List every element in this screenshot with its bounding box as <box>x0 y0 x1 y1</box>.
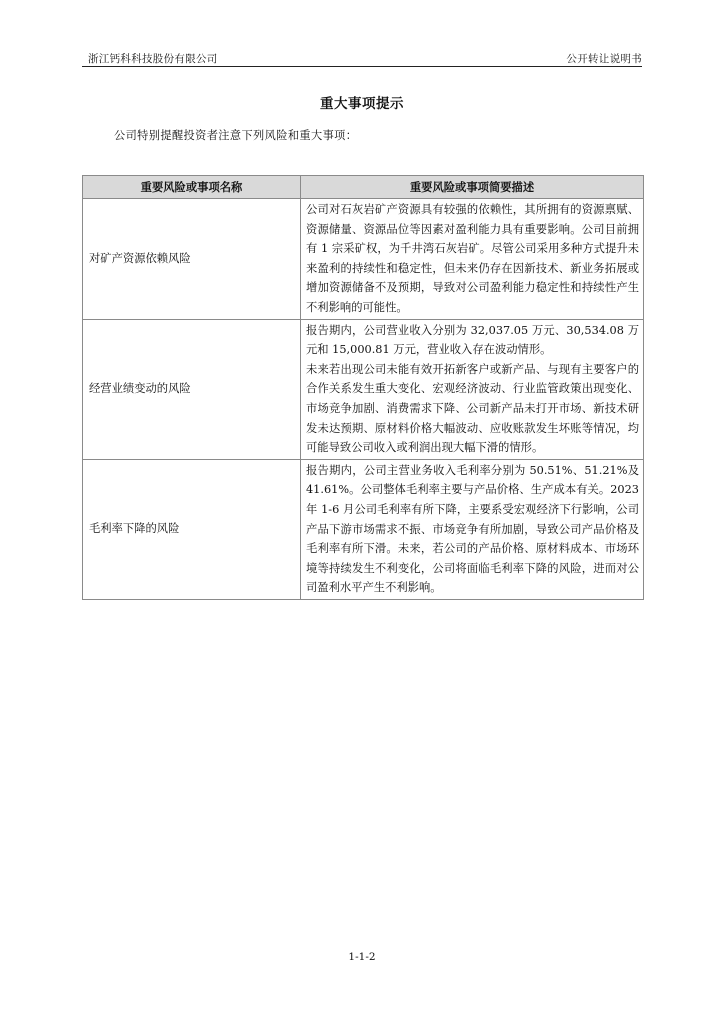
column-header-risk-name: 重要风险或事项名称 <box>83 176 301 199</box>
risk-name-cell: 对矿产资源依赖风险 <box>83 199 301 320</box>
risk-table <box>82 175 644 600</box>
risk-description-cell <box>301 319 644 459</box>
risk-description-cell <box>301 199 644 320</box>
risk-description-cell <box>301 459 644 599</box>
table-header-row <box>83 176 644 199</box>
page-number: 1-1-2 <box>348 951 376 963</box>
table-row <box>83 459 644 599</box>
table-row <box>83 199 644 320</box>
risk-name-cell: 经营业绩变动的风险 <box>83 319 301 459</box>
table-row <box>83 319 644 459</box>
section-title: 重大事项提示 <box>320 96 404 112</box>
description-paragraph: 未来若出现公司未能有效开拓新客户或新产品、与现有主要客户的合作关系发生重大变化、宏观经济波动、行业监管政策出现变化、市场竞争加剧、消费需求下降、公司新产品未打开市场、新技术研发未达预期、原材料价格大幅波动、应收账款发生坏账等情况，均可能导致公司收入或利润出现大幅下滑的情形。 <box>306 362 639 455</box>
description-paragraph: 公司对石灰岩矿产资源具有较强的依赖性，其所拥有的资源禀赋、资源储量、资源品位等因素对盈利能力具有重要影响。公司目前拥有 1 宗采矿权，为千井湾石灰岩矿。尽管公司采用多种方式提升未来盈利的持续性和稳定性，但未来仍存在因新技术、新业务拓展或增加资源储备不及预期，导致对公司盈利能力稳定性和持续性产生不利影响的可能性。 <box>306 203 639 314</box>
header-divider <box>82 66 642 67</box>
header-company-name: 浙江钙科科技股份有限公司 <box>88 53 218 65</box>
header-document-title: 公开转让说明书 <box>566 53 642 65</box>
risk-name-cell: 毛利率下降的风险 <box>83 459 301 599</box>
column-header-risk-description: 重要风险或事项简要描述 <box>301 176 644 199</box>
description-paragraph: 报告期内，公司营业收入分别为 32,037.05 万元、30,534.08 万元和 15,000.81 万元，营业收入存在波动情形。 <box>306 323 639 357</box>
description-paragraph: 报告期内，公司主营业务收入毛利率分别为 50.51%、51.21%及 41.61%。公司整体毛利率主要与产品价格、生产成本有关。2023 年 1-6 月公司毛利率有所下降，主要系受宏观经济下行影响，公司产品下游市场需求不振、市场竞争有所加剧，导致公司产品价格及毛利率有所下滑。未来，若公司的产品价格、原材料成本、市场环境等持续发生不利变化，公司将面临毛利率下降的风险，进而对公司盈利水平产生不利影响。 <box>306 463 639 595</box>
intro-text: 公司特别提醒投资者注意下列风险和重大事项： <box>114 129 358 142</box>
